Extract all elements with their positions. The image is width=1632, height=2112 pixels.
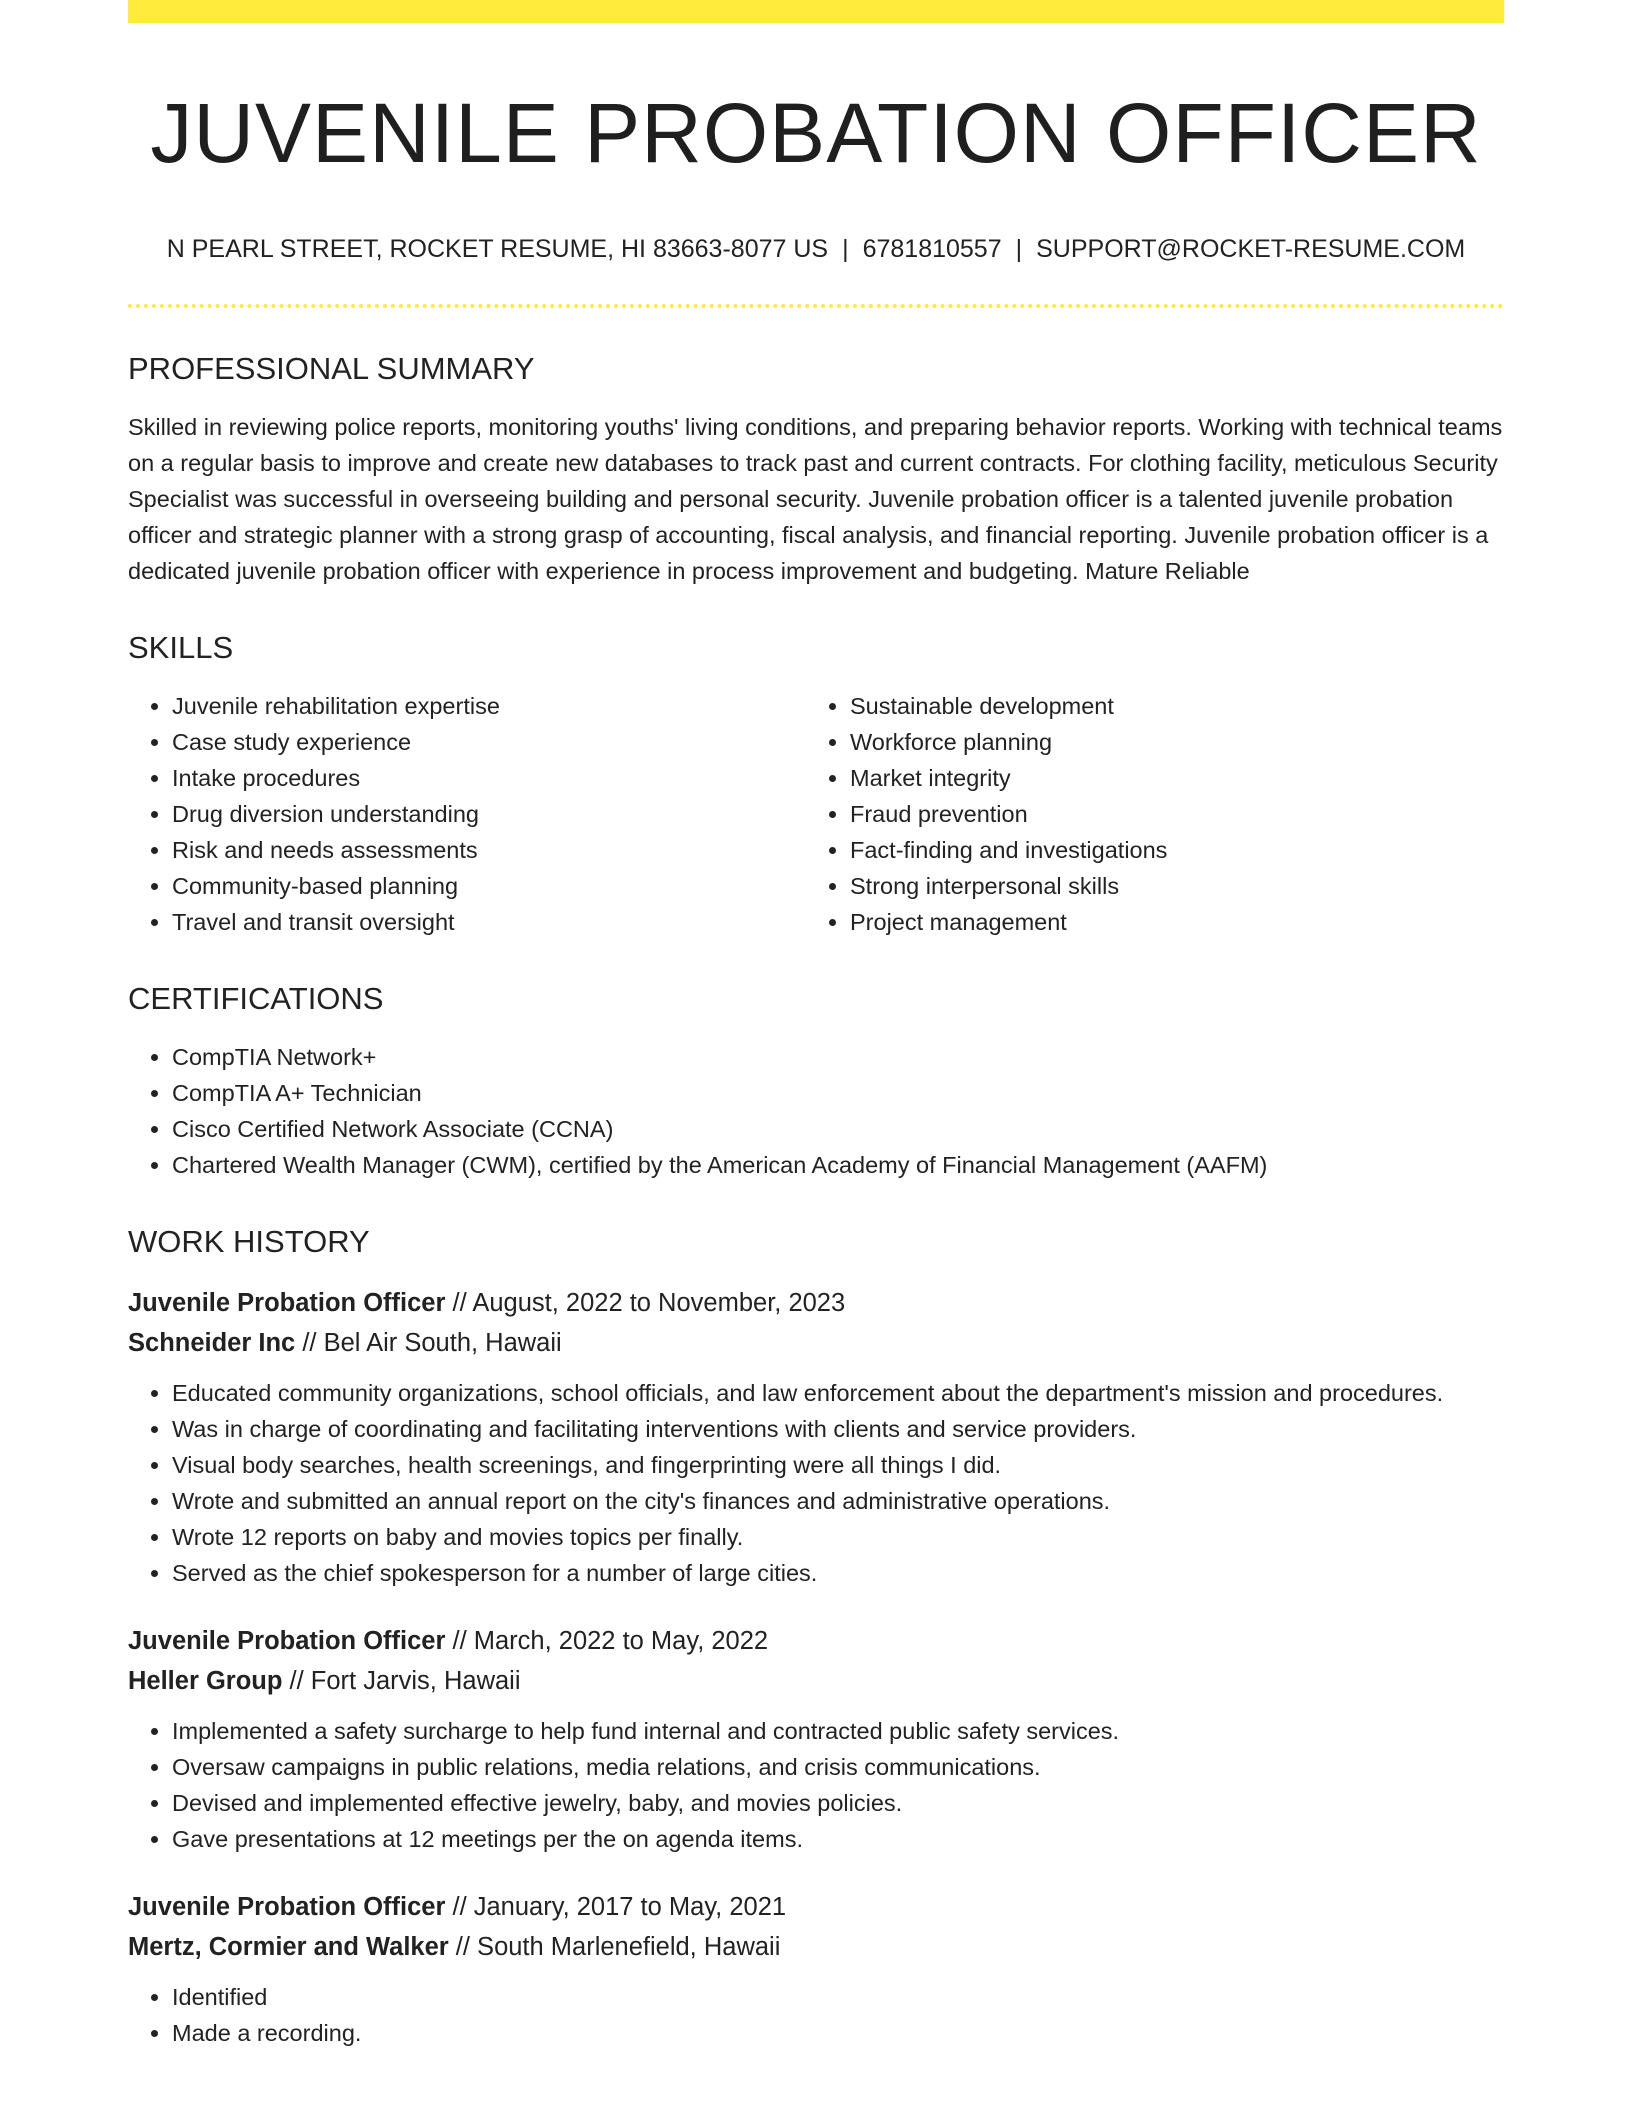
job-company-line bbox=[128, 1927, 1504, 1967]
job-company-line bbox=[128, 1661, 1504, 1701]
header-divider bbox=[128, 304, 1504, 308]
contact-phone: 6781810557 bbox=[862, 234, 1002, 263]
job-bullet: • Made a recording. bbox=[172, 2015, 1504, 2051]
job-company: Heller Group bbox=[128, 1666, 283, 1695]
contact-separator: | bbox=[842, 234, 849, 263]
job-role: Juvenile Probation Officer bbox=[128, 1892, 446, 1921]
job-bullet: • Educated community organizations, school officials, and law enforcement about the department's mission and procedures. bbox=[172, 1375, 1504, 1411]
job-location: // Bel Air South, Hawaii bbox=[295, 1328, 562, 1357]
job-location: // Fort Jarvis, Hawaii bbox=[282, 1666, 521, 1695]
job-bullet: • Gave presentations at 12 meetings per the on agenda items. bbox=[172, 1821, 1504, 1857]
job-bullet: • Was in charge of coordinating and facilitating interventions with clients and service providers. bbox=[172, 1411, 1504, 1447]
job-role: Juvenile Probation Officer bbox=[128, 1626, 446, 1655]
job-bullet: • Served as the chief spokesperson for a number of large cities. bbox=[172, 1555, 1504, 1591]
contact-separator: | bbox=[1015, 234, 1023, 263]
job-company: Mertz, Cormier and Walker bbox=[128, 1932, 449, 1961]
contact-line bbox=[128, 234, 1504, 264]
certification-item: • CompTIA Network+ bbox=[172, 1039, 1504, 1075]
skills-list-left bbox=[128, 688, 806, 940]
job-bullets bbox=[128, 1713, 1504, 1857]
skill-item: • Fact-finding and investigations bbox=[850, 832, 1484, 868]
skill-item: • Fraud prevention bbox=[850, 796, 1484, 832]
job-bullet: • Devised and implemented effective jewelry, baby, and movies policies. bbox=[172, 1785, 1504, 1821]
job-entry bbox=[128, 1887, 1504, 2051]
skill-item: • Travel and transit oversight bbox=[172, 904, 806, 940]
job-title-line bbox=[128, 1621, 1504, 1661]
contact-email: SUPPORT@ROCKET-RESUME.COM bbox=[1036, 234, 1466, 263]
job-dates: // March, 2022 to May, 2022 bbox=[445, 1626, 769, 1655]
job-company-line bbox=[128, 1323, 1504, 1363]
certifications-heading: CERTIFICATIONS bbox=[128, 981, 384, 1017]
resume-page bbox=[128, 0, 1504, 2051]
certification-item: • Cisco Certified Network Associate (CCNA) bbox=[172, 1111, 1504, 1147]
skill-item: • Juvenile rehabilitation expertise bbox=[172, 688, 806, 724]
candidate-name: JUVENILE PROBATION OFFICER bbox=[150, 86, 1482, 180]
job-bullet: • Visual body searches, health screenings, and fingerprinting were all things I did. bbox=[172, 1447, 1504, 1483]
skill-item: • Case study experience bbox=[172, 724, 806, 760]
job-entry bbox=[128, 1283, 1504, 1591]
job-bullet: • Identified bbox=[172, 1979, 1504, 2015]
skill-item: • Project management bbox=[850, 904, 1484, 940]
job-bullets bbox=[128, 1979, 1504, 2051]
skill-item: • Intake procedures bbox=[172, 760, 806, 796]
work-history-heading: WORK HISTORY bbox=[128, 1224, 370, 1260]
job-location: // South Marlenefield, Hawaii bbox=[448, 1932, 781, 1961]
summary-heading: PROFESSIONAL SUMMARY bbox=[128, 350, 535, 386]
skill-item: • Market integrity bbox=[850, 760, 1484, 796]
skill-item: • Drug diversion understanding bbox=[172, 796, 806, 832]
skills-columns bbox=[128, 688, 1504, 940]
skills-heading: SKILLS bbox=[128, 629, 234, 665]
job-title-line bbox=[128, 1887, 1504, 1927]
job-bullet: • Implemented a safety surcharge to help fund internal and contracted public safety services. bbox=[172, 1713, 1504, 1749]
certification-item: • CompTIA A+ Technician bbox=[172, 1075, 1504, 1111]
skills-list-right bbox=[806, 688, 1484, 940]
job-company: Schneider Inc bbox=[128, 1328, 296, 1357]
skill-item: • Strong interpersonal skills bbox=[850, 868, 1484, 904]
summary-text: Skilled in reviewing police reports, monitoring youths' living conditions, and preparing behavior reports. Working with technical teams on a regular basis to improve and create new databases to track past and current contracts. For clothing facility, meticulous Security Specialist was successful in overseeing building and personal security. Juvenile probation officer is a talented juvenile probation officer and strategic planner with a strong grasp of accounting, fiscal analysis, and financial reporting. Juvenile probation officer is a dedicated juvenile probation officer with experience in process improvement and budgeting. Mature Reliable bbox=[128, 413, 1503, 584]
job-bullet: • Oversaw campaigns in public relations, media relations, and crisis communications. bbox=[172, 1749, 1504, 1785]
job-dates: // August, 2022 to November, 2023 bbox=[445, 1288, 846, 1317]
job-dates: // January, 2017 to May, 2021 bbox=[445, 1892, 787, 1921]
skill-item: • Community-based planning bbox=[172, 868, 806, 904]
certification-item: • Chartered Wealth Manager (CWM), certified by the American Academy of Financial Management (AAFM) bbox=[172, 1147, 1504, 1183]
job-title-line bbox=[128, 1283, 1504, 1323]
job-bullet: • Wrote and submitted an annual report on the city's finances and administrative operations. bbox=[172, 1483, 1504, 1519]
skill-item: • Sustainable development bbox=[850, 688, 1484, 724]
job-entry bbox=[128, 1621, 1504, 1857]
skill-item: • Workforce planning bbox=[850, 724, 1484, 760]
certifications-list bbox=[128, 1039, 1504, 1183]
job-bullets bbox=[128, 1375, 1504, 1591]
contact-address: N PEARL STREET, ROCKET RESUME, HI 83663-8077 US bbox=[166, 234, 829, 263]
skill-item: • Risk and needs assessments bbox=[172, 832, 806, 868]
top-accent-bar bbox=[128, 0, 1504, 23]
job-role: Juvenile Probation Officer bbox=[128, 1288, 446, 1317]
job-bullet: • Wrote 12 reports on baby and movies topics per finally. bbox=[172, 1519, 1504, 1555]
